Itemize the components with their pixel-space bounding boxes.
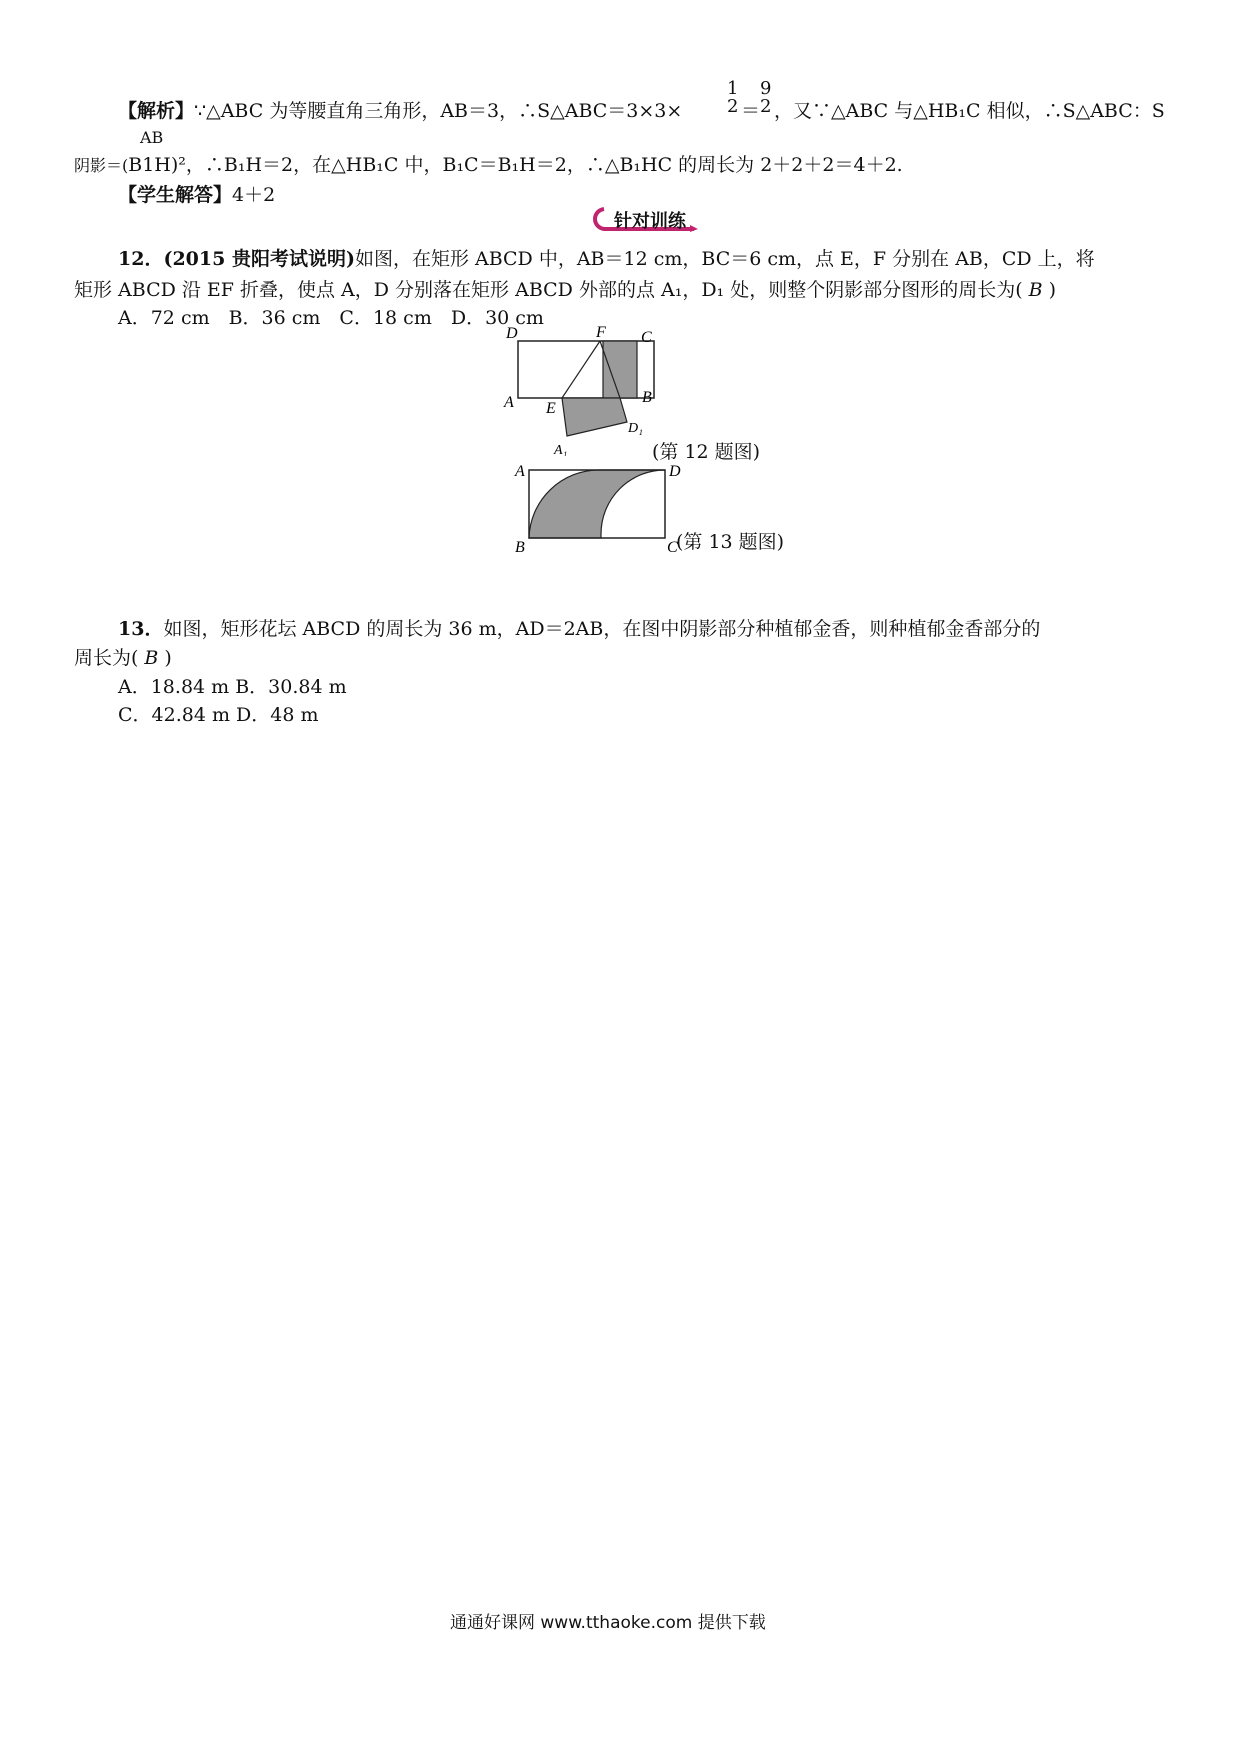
- ratio-numerator: AB: [140, 128, 164, 147]
- q13-line-2: [74, 643, 172, 670]
- footer-credit: 通通好课网 www.tthaoke.com 提供下载: [450, 1613, 766, 1633]
- q13-options-2: C．42.84 m D．48 m: [118, 704, 319, 726]
- label-D1: D₁: [628, 421, 643, 436]
- banner-text: 针对训练: [614, 211, 686, 232]
- q13-answer: B: [144, 647, 159, 669]
- q13-text-1: 如图，矩形花坛 ABCD 的周长为 36 m，AD＝2AB，在图中阴影部分种植郁金香，则种植郁金香部分的: [163, 618, 1041, 640]
- label-C: C: [641, 329, 652, 346]
- q12-line-1: [118, 244, 1095, 271]
- label-D-13: D: [669, 463, 681, 480]
- q13-number: 13．: [118, 618, 164, 640]
- q12-text-2: 矩形 ABCD 沿 EF 折叠，使点 A，D 分别落在矩形 ABCD 外部的点 A₁，D₁ 处，则整个阴影部分图形的周长为(: [74, 279, 1023, 301]
- label-B-13: B: [515, 539, 525, 556]
- shaded-top-right: [603, 341, 637, 398]
- fraction-1-denominator: 2: [727, 96, 739, 117]
- ratio-denominator: B1H: [128, 154, 171, 176]
- q12-source: (2015 贵阳考试说明): [163, 248, 355, 270]
- q12-number: 12．: [118, 248, 164, 270]
- label-C-13: C: [667, 539, 678, 556]
- label-A1: A₁: [554, 443, 568, 456]
- q12-options: A．72 cm B．36 cm C．18 cm D．30 cm: [118, 307, 544, 329]
- fraction-2-numerator: 9: [760, 78, 772, 99]
- analysis-label: 【解析】: [118, 100, 195, 122]
- q13-text-2: 周长为(: [74, 647, 139, 669]
- analysis-line-2: [74, 150, 903, 177]
- label-E: E: [546, 400, 556, 417]
- q12-close: ): [1048, 279, 1057, 301]
- analysis-text-b: ，又∵△ABC 与△HB₁C 相似，∴S△ABC：S: [774, 100, 1165, 122]
- student-label: 【学生解答】: [118, 184, 233, 206]
- student-answer-line: [118, 180, 275, 207]
- fold-line-ef: [562, 341, 600, 398]
- q13-options-1: A．18.84 m B．30.84 m: [118, 676, 347, 698]
- q12-line-2: [74, 275, 1056, 302]
- label-F: F: [596, 326, 606, 341]
- q12-text-1: 如图，在矩形 ABCD 中，AB＝12 cm，BC＝6 cm，点 E，F 分别在 AB，CD 上，将: [354, 248, 1095, 270]
- fraction-1-numerator: 1: [727, 78, 739, 99]
- fraction-2-denominator: 2: [760, 96, 772, 117]
- q13-close: ): [164, 647, 172, 669]
- label-A: A: [504, 394, 514, 411]
- q12-figure-caption: (第 12 题图): [652, 441, 761, 463]
- section-banner: [590, 206, 702, 232]
- q13-figure-caption: (第 13 题图): [676, 531, 785, 553]
- analysis-line2-rest: )²，∴B₁H＝2，在△HB₁C 中，B₁C＝B₁H＝2，∴△B₁HC 的周长为 2＋2＋2＝4＋2.: [170, 154, 903, 176]
- label-B: B: [642, 389, 652, 406]
- q13-line-1: [118, 614, 1040, 641]
- shaded-folded-part: [562, 398, 627, 436]
- figure-13: [505, 460, 685, 556]
- label-D: D: [506, 326, 518, 342]
- analysis-line-1: [118, 96, 682, 123]
- shaded-quarter-ring: [529, 470, 665, 538]
- student-answer: 4＋2: [232, 184, 276, 206]
- analysis-line2-prefix: 阴影＝(: [74, 156, 129, 175]
- label-A-13: A: [515, 463, 525, 480]
- analysis-text-a: ∵△ABC 为等腰直角三角形，AB＝3，∴S△ABC＝3×3×: [194, 100, 683, 122]
- q12-answer: B: [1028, 279, 1043, 301]
- equals-sign: ＝: [741, 100, 761, 122]
